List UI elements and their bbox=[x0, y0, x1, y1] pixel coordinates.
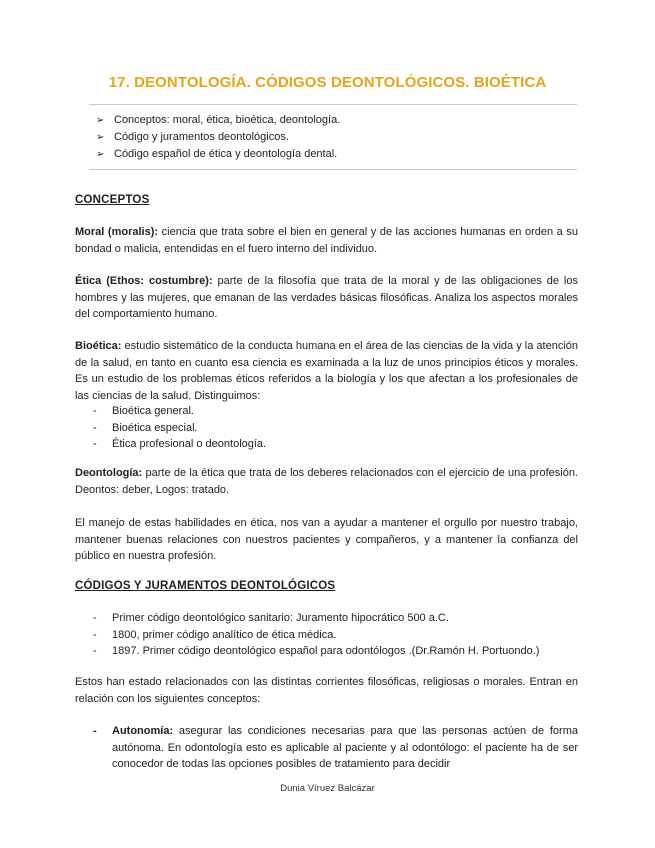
divider-bottom bbox=[89, 169, 577, 170]
paragraph-intro: Estos han estado relacionados con las distintas corrientes filosóficas, religiosas o morales. Entran en relación con los siguientes conceptos: bbox=[75, 676, 578, 705]
paragraph-manejo: El manejo de estas habilidades en ética, nos van a ayudar a mantener el orgullo por nuestro trabajo, mantener buenas relaciones con nuestros pacientes y compañeros, y a mantener la confianza del público en nuestra profesión. bbox=[75, 517, 578, 563]
paragraph-etica: Ética (Ethos: costumbre): parte de la filosofía que trata de la moral y de las obligaciones de los hombres y las mujeres, que emanan de las verdades básicas filosóficas. Analiza los aspectos morales del comportamiento humano. bbox=[75, 275, 578, 321]
section-heading-conceptos: CONCEPTOS bbox=[75, 194, 150, 206]
table-of-contents bbox=[96, 112, 566, 163]
section-heading-codigos: CÓDIGOS Y JURAMENTOS DEONTOLÓGICOS bbox=[75, 580, 336, 592]
term-etica: Ética (Ethos: costumbre): bbox=[75, 275, 213, 287]
arrow-bullet-icon: ➢ bbox=[96, 149, 105, 160]
list-item: - Ética profesional o deontología. bbox=[93, 438, 267, 451]
list-item: - Bioética general. bbox=[93, 405, 194, 417]
term-autonomia: Autonomía: bbox=[112, 725, 174, 737]
term-bioetica: Bioética: bbox=[75, 340, 122, 352]
codigos-list bbox=[75, 610, 578, 660]
list-item: - Bioética especial. bbox=[93, 421, 198, 434]
toc-item: ➢ Código y juramentos deontológicos. bbox=[96, 129, 566, 146]
list-item: - Primer código deontológico sanitario: Juramento hipocrático 500 a.C. bbox=[93, 612, 449, 624]
bioetica-list bbox=[75, 403, 578, 453]
autonomia-item bbox=[75, 723, 578, 773]
footer-author: Dunia Víruez Balcázar bbox=[280, 783, 375, 794]
paragraph-deontologia: Deontología: parte de la ética que trata de los deberes relacionados con el ejercicio de una profesión. Deontos: deber, Logos: tratado. bbox=[75, 467, 578, 496]
list-item: - Autonomía: asegurar las condiciones necesarias para que las personas actúen de forma autónoma. En odontología esto es aplicable al paciente y al odontólogo: el paciente ha de ser conocedor de todas las opciones posibles de tratamiento para decidir bbox=[93, 725, 578, 771]
paragraph-bioetica: Bioética: estudio sistemático de la conducta humana en el área de las ciencias de la vida y la atención de la salud, en tanto en cuanto esa ciencia es examinada a la luz de unos principios éticos y morales. Es un estudio de los problemas éticos referidos a la biología y los que afectan a los profesionales de las ciencias de la salud. Distinguimos: bbox=[75, 340, 578, 402]
term-moral: Moral (moralis): bbox=[75, 226, 159, 238]
divider-top bbox=[89, 104, 577, 105]
arrow-bullet-icon: ➢ bbox=[96, 115, 105, 126]
term-deontologia: Deontología: bbox=[75, 467, 143, 479]
list-item: - 1800, primer código analítico de ética médica. bbox=[93, 628, 337, 641]
paragraph-moral: Moral (moralis): ciencia que trata sobre el bien en general y de las acciones humanas en orden a su bondad o malicia, entendidas en el fuero interno del individuo. bbox=[75, 226, 578, 255]
arrow-bullet-icon: ➢ bbox=[96, 132, 105, 143]
toc-item: ➢ Código español de ética y deontología dental. bbox=[96, 146, 566, 163]
toc-item: ➢ Conceptos: moral, ética, bioética, deontología. bbox=[96, 112, 566, 129]
list-item: - 1897. Primer código deontológico español para odontólogos .(Dr.Ramón H. Portuondo.) bbox=[93, 645, 540, 658]
page-title: 17. DEONTOLOGÍA. CÓDIGOS DEONTOLÓGICOS. BIOÉTICA bbox=[108, 74, 547, 91]
